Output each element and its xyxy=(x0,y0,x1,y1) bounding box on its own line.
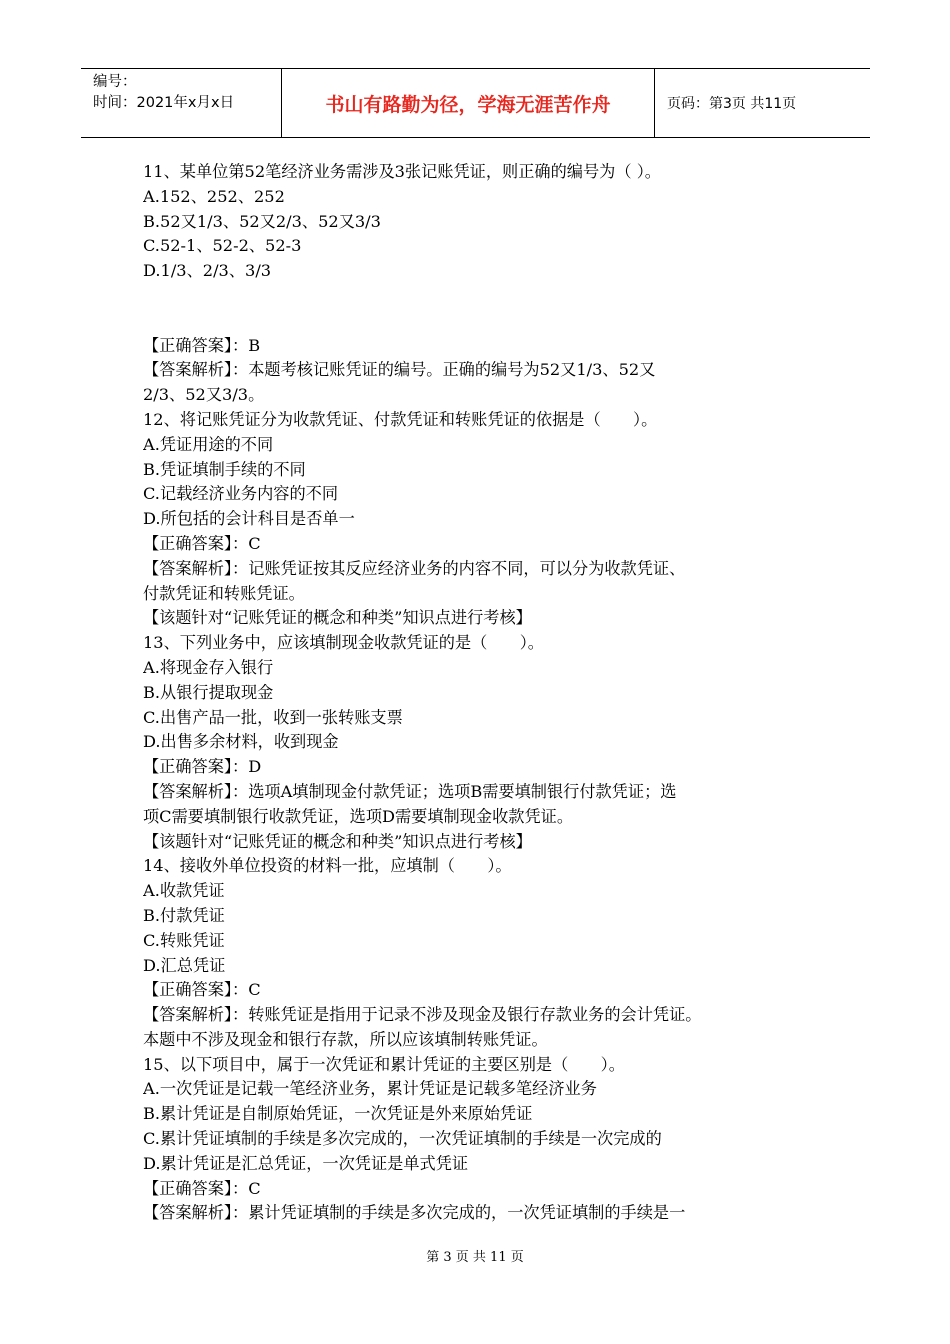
text-line: C.52-1、52-2、52-3 xyxy=(143,236,302,256)
text-line: C.累计凭证填制的手续是多次完成的，一次凭证填制的手续是一次完成的 xyxy=(143,1129,662,1149)
text-line: B.累计凭证是自制原始凭证，一次凭证是外来原始凭证 xyxy=(143,1104,533,1124)
text-line: 【答案解析】：记账凭证按其反应经济业务的内容不同，可以分为收款凭证、 xyxy=(143,558,686,578)
text-line: B.从银行提取现金 xyxy=(143,682,274,702)
document-time-label: 时间：2021年x月x日 xyxy=(93,95,235,111)
text-line: 【正确答案】：B xyxy=(143,335,261,355)
text-line: D.出售多余材料，收到现金 xyxy=(143,732,339,752)
header-meta-cell xyxy=(81,69,281,137)
text-line: D.所包括的会计科目是否单一 xyxy=(143,509,355,529)
header-page-cell xyxy=(655,69,870,137)
text-line: 15、以下项目中，属于一次凭证和累计凭证的主要区别是（ ）。 xyxy=(143,1054,625,1074)
text-line: 14、接收外单位投资的材料一批，应填制（ ）。 xyxy=(143,856,512,876)
text-line: 【正确答案】：C xyxy=(143,980,261,1000)
text-line: 【正确答案】：D xyxy=(143,757,262,777)
text-line: D.汇总凭证 xyxy=(143,955,226,975)
header-page-info: 页码：第3页 共11页 xyxy=(667,96,797,112)
text-line: 12、将记账凭证分为收款凭证、付款凭证和转账凭证的依据是（ ）。 xyxy=(143,409,658,429)
header-motto: 书山有路勤为径，学海无涯苦作舟 xyxy=(325,93,611,116)
text-line: D.1/3、2/3、3/3 xyxy=(143,261,272,281)
text-line: 11、某单位第52笔经济业务需涉及3张记账凭证，则正确的编号为（ ）。 xyxy=(143,162,661,181)
text-line: 【答案解析】：转账凭证是指用于记录不涉及现金及银行存款业务的会计凭证。 xyxy=(143,1005,702,1025)
text-line: B.付款凭证 xyxy=(143,905,225,925)
text-line: 本题中不涉及现金和银行存款，所以应该填制转账凭证。 xyxy=(143,1029,548,1049)
document-body xyxy=(143,160,818,1226)
text-line: 付款凭证和转账凭证。 xyxy=(143,583,305,603)
text-line: 【答案解析】：累计凭证填制的手续是多次完成的，一次凭证填制的手续是一 xyxy=(143,1203,686,1223)
text-line: A.将现金存入银行 xyxy=(143,657,274,677)
text-line: 【正确答案】：C xyxy=(143,1178,261,1198)
text-line: 13、下列业务中，应该填制现金收款凭证的是（ ）。 xyxy=(143,633,544,653)
text-line: 【答案解析】：选项A填制现金付款凭证；选项B需要填制银行付款凭证；选 xyxy=(143,781,677,801)
header-motto-cell xyxy=(281,69,655,137)
text-line: A.一次凭证是记载一笔经济业务，累计凭证是记载多笔经济业务 xyxy=(143,1079,597,1099)
text-line: 【答案解析】：本题考核记账凭证的编号。正确的编号为52又1/3、52又 xyxy=(143,360,656,380)
text-line: B.凭证填制手续的不同 xyxy=(143,459,306,479)
text-line: 【该题针对“记账凭证的概念和种类”知识点进行考核】 xyxy=(143,608,532,628)
page-header xyxy=(81,68,870,138)
text-line: C.出售产品一批，收到一张转账支票 xyxy=(143,707,403,727)
text-line: 【正确答案】：C xyxy=(143,533,261,553)
blank-gap xyxy=(143,284,818,334)
text-line: D.累计凭证是汇总凭证，一次凭证是单式凭证 xyxy=(143,1153,469,1173)
page-footer: 第 3 页 共 11 页 xyxy=(426,1250,524,1265)
text-line: C.记载经济业务内容的不同 xyxy=(143,484,339,504)
text-line: 项C需要填制银行收款凭证，选项D需要填制现金收款凭证。 xyxy=(143,806,574,826)
text-line: B.52又1/3、52又2/3、52又3/3 xyxy=(143,211,381,231)
document-number-label: 编号： xyxy=(93,74,137,90)
text-line: A.收款凭证 xyxy=(143,881,225,901)
text-line: C.转账凭证 xyxy=(143,930,225,950)
text-line: A.152、252、252 xyxy=(143,186,285,206)
text-line: 2/3、52又3/3。 xyxy=(143,385,265,405)
text-line: A.凭证用途的不同 xyxy=(143,434,274,454)
text-line: 【该题针对“记账凭证的概念和种类”知识点进行考核】 xyxy=(143,831,532,851)
